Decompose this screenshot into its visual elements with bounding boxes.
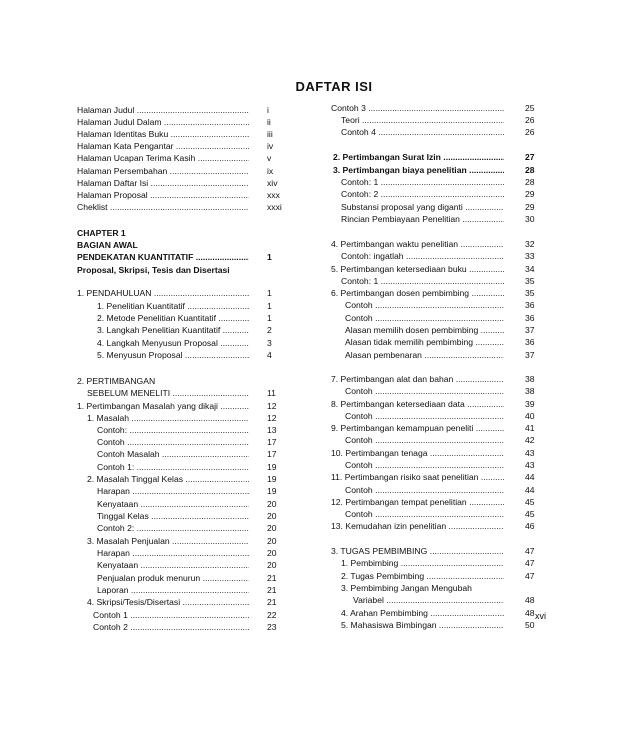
toc-entry-title: 6. Pertimbangan dosen pembimbing .....	[331, 288, 504, 298]
toc-entry-title: 2. Pertimbangan Surat Izin .....	[333, 152, 504, 162]
toc-entry-page: 34	[525, 264, 535, 274]
toc-entry-page: 28	[525, 165, 535, 175]
toc-entry-title: Contoh .....	[345, 300, 504, 310]
toc-entry-page: 46	[525, 521, 535, 531]
toc-entry-title: Contoh 2 .....	[93, 622, 249, 632]
toc-right-column	[331, 0, 561, 640]
toc-entry-title: Contoh: 1 .....	[341, 177, 504, 187]
toc-entry-page: 21	[267, 585, 277, 595]
toc-entry-page: 21	[267, 573, 277, 583]
toc-entry-title: Variabel .....	[353, 595, 504, 605]
toc-entry-title: Tinggal Kelas .....	[97, 511, 249, 521]
toc-entry-title: Contoh Masalah .....	[97, 449, 249, 459]
toc-entry-page: 43	[525, 460, 535, 470]
toc-entry-page: 4	[267, 350, 272, 360]
toc-entry-title: Halaman Ucapan Terima Kasih .....	[77, 153, 249, 163]
toc-entry-page: 21	[267, 597, 277, 607]
toc-entry-page: 30	[525, 214, 535, 224]
toc-entry-page: 20	[267, 536, 277, 546]
toc-entry-page: 39	[525, 399, 535, 409]
toc-entry-page: 12	[267, 401, 277, 411]
toc-entry-page: 35	[525, 288, 535, 298]
toc-entry-title: CHAPTER 1	[77, 228, 126, 238]
toc-entry-page: 20	[267, 499, 277, 509]
toc-entry-title: Halaman Judul Dalam .....	[77, 117, 249, 127]
toc-entry-title: Harapan .....	[97, 548, 249, 558]
toc-entry-title: Contoh .....	[345, 485, 504, 495]
toc-entry-title: Proposal, Skripsi, Tesis dan Disertasi	[77, 265, 230, 275]
toc-entry-page: 41	[525, 423, 535, 433]
toc-entry-page: 47	[525, 546, 535, 556]
toc-entry-title: Contoh .....	[345, 435, 504, 445]
toc-entry-page: 45	[525, 497, 535, 507]
toc-entry-title: 4. Pertimbangan waktu penelitian .....	[331, 239, 504, 249]
toc-left-column	[77, 0, 297, 640]
toc-entry-page: xxx	[267, 190, 280, 200]
toc-entry-title: Harapan .....	[97, 486, 249, 496]
toc-entry-page: xxxi	[267, 202, 282, 212]
toc-entry-title: Halaman Judul .....	[77, 105, 249, 115]
toc-entry-title: 2. PERTIMBANGAN	[77, 376, 156, 386]
toc-entry-page: 17	[267, 437, 277, 447]
toc-entry-title: Cheklist .....	[77, 202, 249, 212]
toc-entry-page: 27	[525, 152, 535, 162]
toc-entry-title: 3. Pembimbing Jangan Mengubah	[341, 583, 472, 593]
toc-entry-page: 26	[525, 127, 535, 137]
toc-entry-title: Contoh .....	[345, 460, 504, 470]
toc-entry-page: 20	[267, 560, 277, 570]
toc-entry-page: 19	[267, 486, 277, 496]
toc-entry-title: Contoh 3 .....	[331, 103, 504, 113]
toc-entry-page: 12	[267, 413, 277, 423]
toc-entry-title: 3. Masalah Penjualan .....	[87, 536, 249, 546]
toc-entry-page: 20	[267, 523, 277, 533]
toc-entry-page: 23	[267, 622, 277, 632]
page-title: DAFTAR ISI	[295, 79, 373, 94]
toc-entry-page: 36	[525, 337, 535, 347]
toc-entry-title: 12. Pertimbangan tempat penelitian .....	[331, 497, 504, 507]
toc-entry-title: 1. Pembimbing .....	[341, 558, 504, 568]
toc-entry-page: 11	[267, 388, 276, 398]
toc-entry-title: 5. Menyusun Proposal .....	[97, 350, 249, 360]
toc-entry-title: 1. Penelitian Kuantitatif .....	[97, 301, 249, 311]
toc-entry-title: 4. Langkah Menyusun Proposal .....	[97, 338, 249, 348]
toc-entry-page: 29	[525, 189, 535, 199]
toc-entry-title: Penjualan produk menurun .....	[97, 573, 249, 583]
toc-entry-title: Teori .....	[341, 115, 504, 125]
toc-entry-page: 22	[267, 610, 277, 620]
toc-entry-title: 11. Pertimbangan risiko saat penelitian .....	[331, 472, 504, 482]
toc-entry-page: 2	[267, 325, 272, 335]
toc-entry-page: 48	[525, 608, 535, 618]
toc-entry-page: 38	[525, 386, 535, 396]
toc-entry-page: 44	[525, 472, 535, 482]
toc-entry-page: ii	[267, 117, 271, 127]
toc-entry-title: Contoh .....	[345, 411, 504, 421]
toc-entry-page: ix	[267, 166, 274, 176]
toc-entry-page: 42	[525, 435, 535, 445]
toc-entry-page: 36	[525, 300, 535, 310]
toc-entry-title: 5. Mahasiswa Bimbingan .....	[341, 620, 504, 630]
toc-entry-page: 33	[525, 251, 535, 261]
toc-entry-title: 3. Pertimbangan biaya penelitian .....	[333, 165, 504, 175]
toc-entry-page: 45	[525, 509, 535, 519]
toc-entry-title: 8. Pertimbangan ketersediaan data .....	[331, 399, 504, 409]
toc-entry-title: Contoh .....	[345, 509, 504, 519]
toc-entry-title: Contoh 4 .....	[341, 127, 504, 137]
toc-entry-title: Contoh .....	[97, 437, 249, 447]
toc-entry-page: 19	[267, 474, 277, 484]
toc-entry-title: 13. Kemudahan izin penelitian .....	[331, 521, 504, 531]
page-number: xvi	[535, 611, 546, 621]
toc-entry-page: 40	[525, 411, 535, 421]
toc-entry-page: 26	[525, 115, 535, 125]
toc-entry-page: v	[267, 153, 272, 163]
toc-entry-page: iii	[267, 129, 273, 139]
toc-entry-page: 19	[267, 462, 277, 472]
toc-entry-title: 1. PENDAHULUAN .....	[77, 288, 249, 298]
toc-entry-page: 36	[525, 313, 535, 323]
toc-entry-page: 32	[525, 239, 535, 249]
toc-entry-title: 1. Pertimbangan Masalah yang dikaji .....	[77, 401, 249, 411]
toc-entry-title: SEBELUM MENELITI .....	[87, 388, 249, 398]
toc-entry-title: 3. Langkah Penelitian Kuantitatif .....	[97, 325, 249, 335]
toc-entry-page: 20	[267, 548, 277, 558]
toc-entry-title: Contoh 1 .....	[93, 610, 249, 620]
toc-entry-title: 1. Masalah .....	[87, 413, 249, 423]
toc-entry-page: 3	[267, 338, 272, 348]
toc-entry-page: 20	[267, 511, 277, 521]
toc-entry-page: iv	[267, 141, 274, 151]
toc-entry-title: Alasan tidak memilih pembimbing .....	[345, 337, 504, 347]
toc-entry-page: 44	[525, 485, 535, 495]
toc-entry-title: Halaman Daftar Isi .....	[77, 178, 249, 188]
toc-entry-title: BAGIAN AWAL	[77, 240, 138, 250]
toc-entry-page: xiv	[267, 178, 278, 188]
toc-entry-page: 28	[525, 177, 535, 187]
toc-entry-title: 5. Pertimbangan ketersediaan buku .....	[331, 264, 504, 274]
toc-entry-title: 9. Pertimbangan kemampuan peneliti .....	[331, 423, 504, 433]
toc-entry-title: Contoh .....	[345, 313, 504, 323]
toc-entry-title: 4. Skripsi/Tesis/Disertasi .....	[87, 597, 249, 607]
toc-entry-title: Contoh: ingatlah .....	[341, 251, 504, 261]
toc-entry-title: 2. Masalah Tinggal Kelas .....	[87, 474, 249, 484]
toc-entry-title: Alasan memilih dosen pembimbing .....	[345, 325, 504, 335]
toc-entry-title: Contoh: .....	[97, 425, 249, 435]
toc-entry-title: 7. Pertimbangan alat dan bahan .....	[331, 374, 504, 384]
toc-entry-title: Halaman Identitas Buku .....	[77, 129, 249, 139]
toc-entry-page: 13	[267, 425, 277, 435]
toc-entry-page: 1	[267, 252, 272, 262]
toc-entry-page: i	[267, 105, 269, 115]
toc-entry-page: 17	[267, 449, 277, 459]
toc-entry-title: Kenyataan .....	[97, 560, 249, 570]
toc-entry-title: Contoh 2: .....	[97, 523, 249, 533]
toc-entry-page: 37	[525, 350, 535, 360]
toc-entry-title: Contoh .....	[345, 386, 504, 396]
toc-entry-page: 37	[525, 325, 535, 335]
toc-entry-title: Rincian Pembiayaan Penelitian .....	[341, 214, 504, 224]
toc-entry-page: 29	[525, 202, 535, 212]
toc-entry-title: Alasan pembenaran .....	[345, 350, 504, 360]
toc-entry-title: 2. Metode Penelitian Kuantitatif .....	[97, 313, 249, 323]
toc-entry-page: 48	[525, 595, 535, 605]
toc-entry-page: 35	[525, 276, 535, 286]
toc-entry-title: PENDEKATAN KUANTITATIF .....	[77, 252, 249, 262]
toc-entry-title: Substansi proposal yang diganti .....	[341, 202, 504, 212]
toc-entry-page: 25	[525, 103, 535, 113]
toc-entry-title: 4. Arahan Pembimbing .....	[341, 608, 504, 618]
toc-entry-page: 47	[525, 558, 535, 568]
toc-entry-page: 1	[267, 313, 272, 323]
toc-entry-page: 50	[525, 620, 535, 630]
toc-entry-page: 1	[267, 301, 272, 311]
toc-entry-title: Halaman Kata Pengantar .....	[77, 141, 249, 151]
toc-entry-title: Laporan .....	[97, 585, 249, 595]
toc-entry-page: 47	[525, 571, 535, 581]
toc-entry-title: 2. Tugas Pembimbing .....	[341, 571, 504, 581]
toc-entry-title: 3. TUGAS PEMBIMBING .....	[331, 546, 504, 556]
toc-entry-title: Contoh: 1 .....	[341, 276, 504, 286]
toc-entry-page: 43	[525, 448, 535, 458]
toc-entry-title: Kenyataan .....	[97, 499, 249, 509]
toc-entry-title: Halaman Proposal .....	[77, 190, 249, 200]
toc-entry-title: Contoh 1: .....	[97, 462, 249, 472]
toc-entry-title: Contoh: 2 .....	[341, 189, 504, 199]
toc-entry-title: 10. Pertimbangan tenaga .....	[331, 448, 504, 458]
toc-entry-title: Halaman Persembahan .....	[77, 166, 249, 176]
toc-entry-page: 1	[267, 288, 272, 298]
toc-entry-page: 38	[525, 374, 535, 384]
